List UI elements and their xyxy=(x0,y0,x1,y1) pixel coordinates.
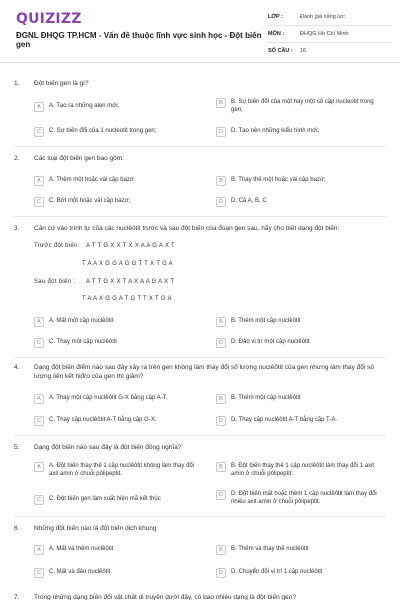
option-letter: D xyxy=(216,338,226,348)
meta-table xyxy=(268,9,392,59)
meta-key: MÔN : xyxy=(268,31,285,37)
option-text: D. Tạo nên những kiểu hình mới; xyxy=(231,128,320,134)
question-number: 6. xyxy=(14,525,20,532)
question-divider xyxy=(14,216,386,217)
meta-key: SỐ CÂU : xyxy=(268,48,293,54)
question-text: Các loại đột biến gen bao gồm: xyxy=(34,155,124,162)
option-letter: A xyxy=(34,462,44,472)
option-text: A. Thay một cặp nuclêôtit G-X bằng cặp A-T. xyxy=(49,395,168,401)
after-sequence-strand-1: A T T G X X T A X A A G A X T xyxy=(86,279,175,285)
option-letter: D xyxy=(216,490,226,500)
option-text: B. Thêm một cặp nuclêôtit xyxy=(231,318,301,324)
option-letter: A xyxy=(34,176,44,186)
option-text: D. Cả A, B, C xyxy=(231,198,267,204)
option-letter: B xyxy=(216,176,226,186)
option-letter: C xyxy=(34,197,44,207)
option-text: B. Thêm một cặp nuclêôtit xyxy=(231,395,301,401)
option-b[interactable] xyxy=(216,99,386,114)
option-text: C. Bớt một hoặc vài cặp bazơ; xyxy=(49,198,131,204)
before-sequence-strand-1: A T T G X X T X X A A G A X T xyxy=(86,243,175,249)
option-b[interactable] xyxy=(216,318,386,327)
question-text: Những đột biến nào là đột biến dịch khung xyxy=(34,525,157,532)
question-number: 4. xyxy=(14,364,20,371)
option-text: B. Sự biến đổi của một hay một số cặp nucleotit trong gen; xyxy=(231,99,374,113)
question-divider xyxy=(14,516,386,517)
option-d[interactable] xyxy=(216,491,386,506)
option-a[interactable] xyxy=(34,395,204,404)
option-text: C. Thay cặp nuclêôtit A-T bằng cặp G-X. xyxy=(49,417,157,423)
option-text: B. Thay thế một hoặc vài cặp bazơ; xyxy=(231,177,326,183)
option-letter: C xyxy=(34,568,44,578)
meta-value: ĐHQG Hồ Chí Minh xyxy=(300,31,349,37)
option-letter: A xyxy=(34,102,44,112)
question-divider xyxy=(14,357,386,358)
option-letter: A xyxy=(34,394,44,404)
option-a[interactable] xyxy=(34,463,204,478)
option-d[interactable] xyxy=(216,128,386,137)
option-letter: A xyxy=(34,545,44,555)
option-text: A. Mất một cặp nuclêôtit xyxy=(49,318,114,324)
option-letter: B xyxy=(216,545,226,555)
option-c[interactable] xyxy=(34,339,204,348)
quizizz-logo: QUIZIZZ xyxy=(16,11,82,27)
option-letter: D xyxy=(216,568,226,578)
option-d[interactable] xyxy=(216,569,386,578)
option-b[interactable] xyxy=(216,463,386,478)
meta-row-subject xyxy=(268,26,392,43)
option-d[interactable] xyxy=(216,417,386,426)
question-text: Dạng đột biến điểm nào sau đây xảy ra trên gen không làm thay đổi số lượng nuclêôtit của gen nhưng làm thay đổi số lượng liên kết hiđro của gen thì giảm? xyxy=(34,364,374,380)
question-text: Đột biến gen là gì? xyxy=(34,80,89,87)
option-letter: B xyxy=(216,462,226,472)
option-text: B. Đột biến thay thế 1 cặp nuclêôtit làm thay đổi 1 axit amin ở chuỗi pôlipeptit. xyxy=(231,463,375,477)
option-a[interactable] xyxy=(34,177,204,186)
question-number: 1. xyxy=(14,80,20,87)
option-c[interactable] xyxy=(34,198,204,207)
option-letter: D xyxy=(216,416,226,426)
question-text: Căn cứ vào trình tự của các nuclêôtit trước và sau đột biến của đoạn gen sau, hãy cho biết dạng đột biến: xyxy=(34,225,340,232)
option-a[interactable] xyxy=(34,546,204,555)
question-divider xyxy=(14,435,386,436)
before-sequence-strand-2: T A A X G G A G G T T X T G A xyxy=(82,261,173,267)
option-c[interactable] xyxy=(34,569,204,578)
option-letter: C xyxy=(34,127,44,137)
option-letter: A xyxy=(34,317,44,327)
header-divider xyxy=(0,62,400,63)
option-letter: C xyxy=(34,338,44,348)
option-text: D. Chuyển đổi vị trí 1 cặp nuclêôtit xyxy=(231,569,323,575)
option-text: A. Đột biến thay thế 1 cặp nuclêôtit không làm thay đổi axit amin ở chuỗi pôlipeptit. xyxy=(49,463,195,477)
meta-row-class xyxy=(268,9,392,26)
meta-value: Đánh giá năng lực xyxy=(300,14,345,20)
question-number: 5. xyxy=(14,444,20,451)
option-b[interactable] xyxy=(216,395,386,404)
option-text: A. Mất và thêm nuclêôtit xyxy=(49,546,114,552)
question-number: 2. xyxy=(14,155,20,162)
question-text: Dạng đột biến nào sau đây là đột biến đồng nghĩa? xyxy=(34,444,182,451)
before-mutation-label: Trước đột biến: xyxy=(34,243,80,249)
option-letter: C xyxy=(34,495,44,505)
option-text: A. Tạo ra những alen mới; xyxy=(49,103,120,109)
after-sequence-strand-2: T A A X G G A T G T T X T G A xyxy=(82,296,172,302)
option-letter: B xyxy=(216,98,226,108)
option-c[interactable] xyxy=(34,417,204,426)
option-text: C. Sự biến đổi của 1 nucleotit trong gen; xyxy=(49,128,157,134)
option-letter: D xyxy=(216,127,226,137)
question-number: 7. xyxy=(14,594,20,600)
meta-value: 16 xyxy=(300,48,307,54)
meta-row-count xyxy=(268,43,392,59)
option-b[interactable] xyxy=(216,177,386,186)
option-letter: B xyxy=(216,317,226,327)
option-b[interactable] xyxy=(216,546,386,555)
option-d[interactable] xyxy=(216,339,386,348)
option-c[interactable] xyxy=(34,128,204,137)
page-title: ĐGNL ĐHQG TP.HCM - Vấn đề thuộc lĩnh vực sinh học - Đột biến gen xyxy=(16,31,262,49)
option-text: D. Đột biến mất hoặc thêm 1 cặp nuclêôtit làm thay đổi nhiều axit amin ở chuỗi pôlipeptit. xyxy=(231,491,377,505)
option-a[interactable] xyxy=(34,318,204,327)
option-text: C. Mất và đảo nuclêôtit xyxy=(49,569,111,575)
option-text: C. Đột biến gen làm xuất hiện mã kết thúc xyxy=(49,496,161,502)
question-divider xyxy=(14,146,386,147)
option-text: A. Thêm một hoặc vài cặp bazơ xyxy=(49,177,134,183)
option-letter: B xyxy=(216,394,226,404)
option-text: B. Thêm và thay thế nuclêôtit xyxy=(231,546,309,552)
option-text: C. Thay một cặp nuclêôtit xyxy=(49,339,117,345)
meta-key: LỚP : xyxy=(268,14,283,20)
option-c[interactable] xyxy=(34,496,204,505)
option-letter: C xyxy=(34,416,44,426)
option-d[interactable] xyxy=(216,198,386,207)
question-text: Trong những dạng biến đổi vật chất di truyền dưới đây, có bao nhiêu dạng là đột biến gen? xyxy=(34,594,296,600)
option-text: D. Đảo vị trí một cặp nuclêôtit xyxy=(231,339,310,345)
after-mutation-label: Sau đột biến : xyxy=(34,279,76,285)
option-text: D. Thay cặp nuclêôtit A-T bằng cặp T-A. xyxy=(231,417,338,423)
option-a[interactable] xyxy=(34,103,204,112)
question-number: 3. xyxy=(14,225,20,232)
option-letter: D xyxy=(216,197,226,207)
